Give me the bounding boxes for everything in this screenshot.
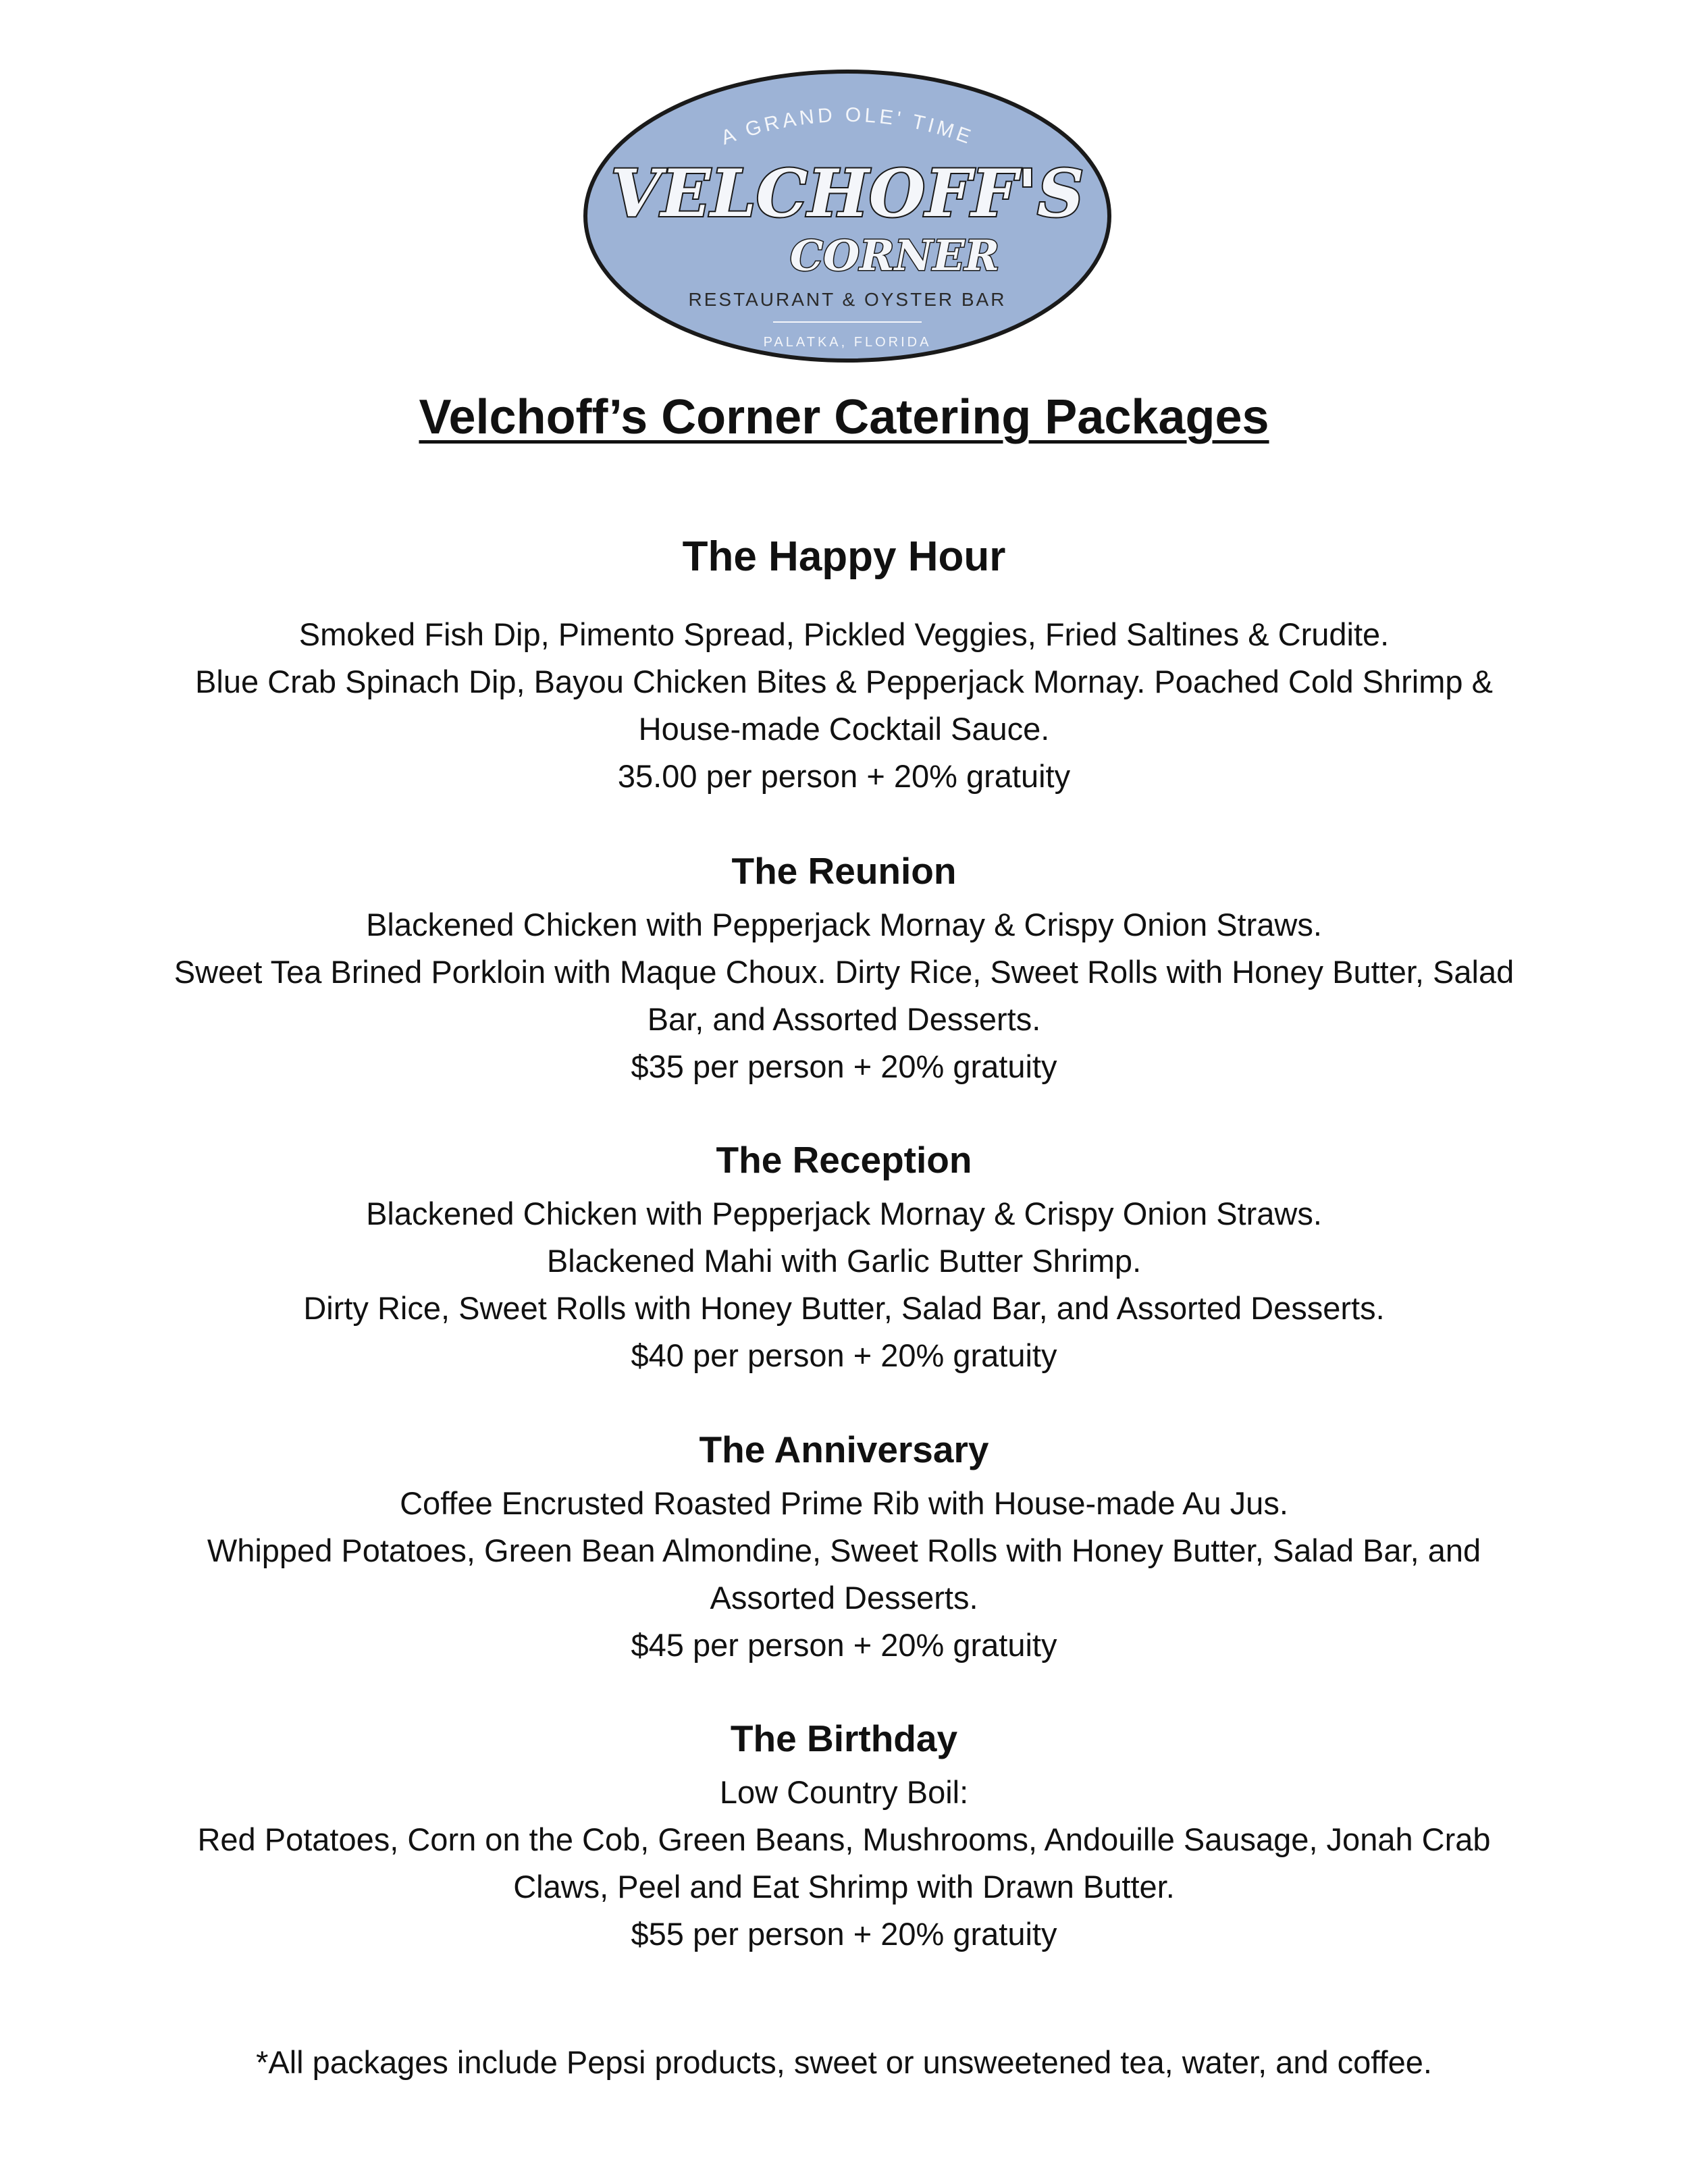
package-line: Blue Crab Spinach Dip, Bayou Chicken Bites & Pepperjack Mornay. Poached Cold Shrimp & <box>195 664 1493 699</box>
page-title: Velchoff’s Corner Catering Packages <box>419 390 1269 444</box>
logo-tagline: RESTAURANT & OYSTER BAR <box>688 289 1007 310</box>
package-line: Blackened Chicken with Pepperjack Mornay & Crispy Onion Straws. <box>366 907 1322 942</box>
velchoffs-corner-logo <box>577 64 1117 368</box>
package-line: Dirty Rice, Sweet Rolls with Honey Butter, Salad Bar, and Assorted Desserts. <box>303 1290 1385 1326</box>
package-line: Red Potatoes, Corn on the Cob, Green Beans, Mushrooms, Andouille Sausage, Jonah Crab <box>197 1821 1491 1857</box>
package-line: Sweet Tea Brined Porkloin with Maque Choux. Dirty Rice, Sweet Rolls with Honey Butter, Salad <box>174 954 1514 990</box>
package-line: House-made Cocktail Sauce. <box>638 711 1050 747</box>
package-line: Coffee Encrusted Roasted Prime Rib with House-made Au Jus. <box>400 1485 1288 1521</box>
package-price: $40 per person + 20% gratuity <box>631 1337 1057 1373</box>
package-heading-reception: The Reception <box>716 1139 972 1181</box>
packages-footnote: *All packages include Pepsi products, sweet or unsweetened tea, water, and coffee. <box>256 2044 1432 2080</box>
package-line: Blackened Mahi with Garlic Butter Shrimp. <box>546 1243 1142 1279</box>
package-line: Bar, and Assorted Desserts. <box>647 1001 1041 1037</box>
logo-name-line2: CORNER <box>789 231 1000 280</box>
package-line: Assorted Desserts. <box>710 1580 978 1616</box>
package-heading-happy-hour: The Happy Hour <box>682 533 1006 580</box>
package-heading-anniversary: The Anniversary <box>699 1429 989 1470</box>
package-heading-reunion: The Reunion <box>731 850 957 892</box>
package-heading-birthday: The Birthday <box>730 1717 958 1759</box>
logo-location: PALATKA, FLORIDA <box>763 335 932 350</box>
package-line: Blackened Chicken with Pepperjack Mornay & Crispy Onion Straws. <box>366 1196 1322 1231</box>
logo-top-arc: A GRAND OLE' TIME <box>718 103 977 150</box>
package-line: Low Country Boil: <box>719 1774 969 1810</box>
package-line: Claws, Peel and Eat Shrimp with Drawn Butter. <box>513 1869 1175 1905</box>
package-line: Smoked Fish Dip, Pimento Spread, Pickled Veggies, Fried Saltines & Crudite. <box>298 616 1390 652</box>
logo-name-line1: VELCHOFF'S <box>610 155 1084 232</box>
package-line: Whipped Potatoes, Green Bean Almondine, Sweet Rolls with Honey Butter, Salad Bar, and <box>207 1533 1481 1568</box>
package-price: 35.00 per person + 20% gratuity <box>617 758 1071 794</box>
package-price: $55 per person + 20% gratuity <box>631 1916 1057 1952</box>
package-price: $35 per person + 20% gratuity <box>631 1048 1057 1084</box>
package-price: $45 per person + 20% gratuity <box>631 1627 1057 1663</box>
